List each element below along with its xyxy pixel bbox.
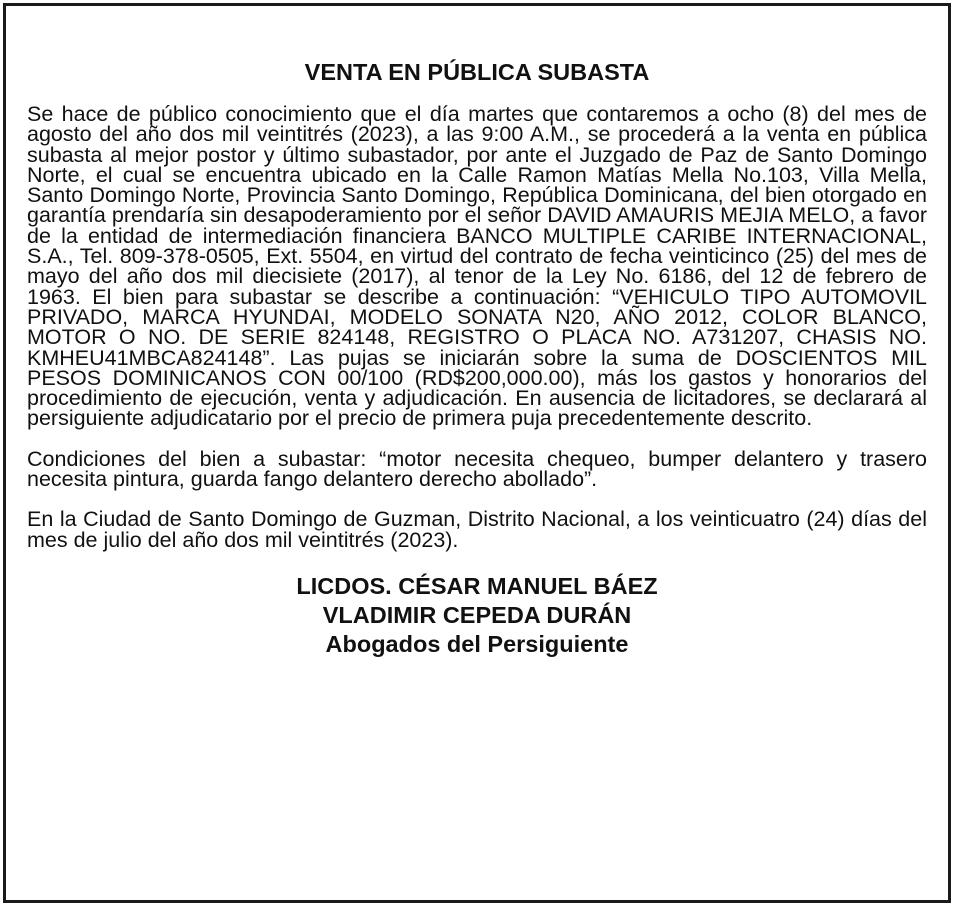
signature-lawyer-2: VLADIMIR CEPEDA DURÁN xyxy=(322,601,632,628)
date-place-paragraph: En la Ciudad de Santo Domingo de Guzman, Distrito Nacional, a los veinticuatro (24) días del mes de julio del año dos mil veintitrés (2023). xyxy=(27,507,927,552)
signature-role: Abogados del Persiguiente xyxy=(325,630,629,657)
signature-block xyxy=(27,572,927,659)
auction-details-paragraph: Se hace de público conocimiento que el día martes que contaremos a ocho (8) del mes de agosto del año dos mil veintitrés (2023), a las 9:00 A.M., se procederá a la venta en pública subasta al mejor postor y último subastador, por ante el Juzgado de Paz de Santo Domingo Norte, el cual se encuentra ubicado en la Calle Ramon Matías Mella No.103, Villa Mella, Santo Domingo Norte, Provincia Santo Domingo, República Dominicana, del bien otorgado en garantía prendaría sin desapoderamiento por el señor DAVID AMAURIS MEJIA MELO, a favor de la entidad de intermediación financiera BANCO MULTIPLE CARIBE INTERNACIONAL, S.A., Tel. 809-378-0505, Ext. 5504, en virtud del contrato de fecha veinticinco (25) del mes de mayo del año dos mil diecisiete (2017), al tenor de la Ley No. 6186, del 12 de febrero de 1963. El bien para subastar se describe a continuación: “VEHICULO TIPO AUTOMOVIL PRIVADO, MARCA HYUNDAI, MODELO SONATA N20, AÑO 2012, COLOR BLANCO, MOTOR O NO. DE SERIE 824148, REGISTRO O PLACA NO. A731207, CHASIS NO. KMHEU41MBCA824148”. Las pujas se iniciarán sobre la suma de DOSCIENTOS MIL PESOS DOMINICANOS CON 00/100 (RD$200,000.00), más los gastos y honorarios del procedimiento de ejecución, venta y adjudicación. En ausencia de licitadores, se declarará al persiguiente adjudicatario por el precio de primera puja precedentemente descrito. xyxy=(27,102,927,431)
notice-title: VENTA EN PÚBLICA SUBASTA xyxy=(304,59,650,85)
signature-lawyer-1: LICDOS. CÉSAR MANUEL BÁEZ xyxy=(296,572,658,599)
conditions-paragraph: Condiciones del bien a subastar: “motor necesita chequeo, bumper delantero y trasero necesita pintura, guarda fango delantero derecho abollado”. xyxy=(27,446,927,492)
legal-notice xyxy=(3,3,951,903)
